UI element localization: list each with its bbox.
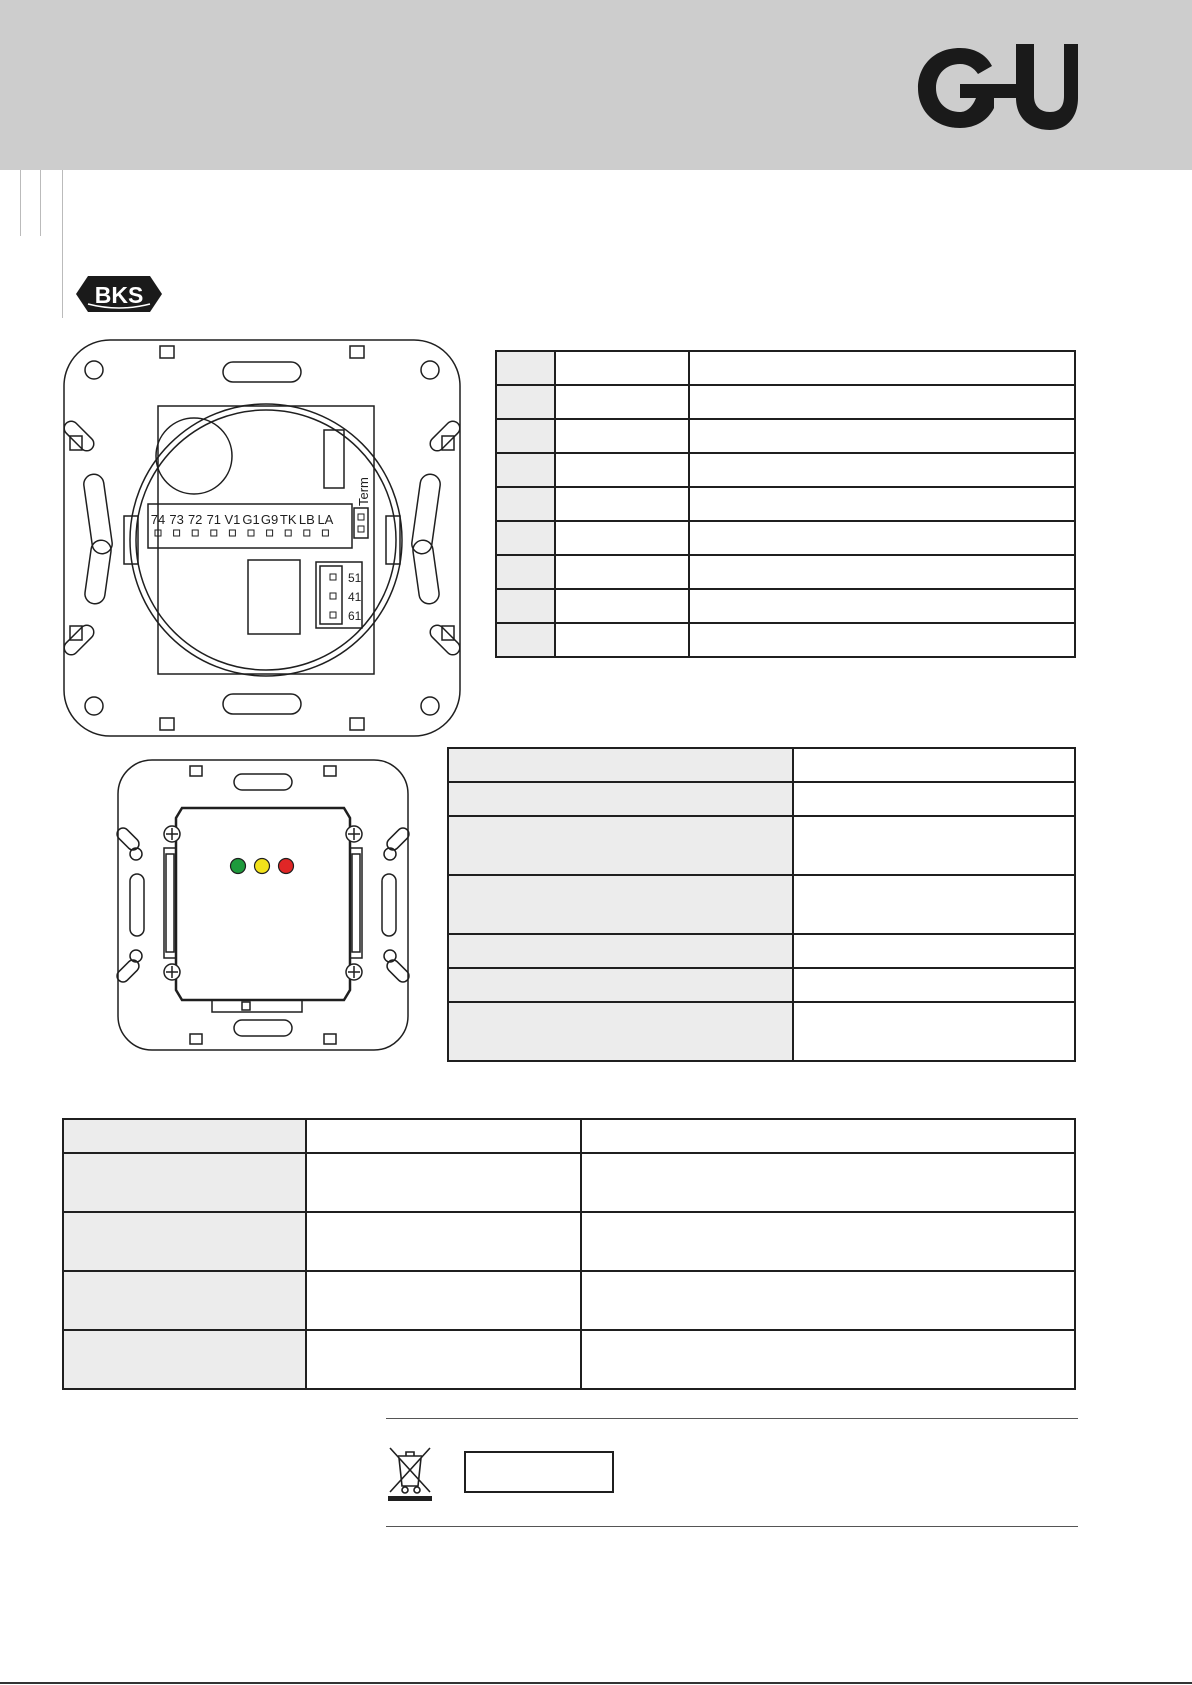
- table-cell: [689, 589, 1075, 623]
- table-row: [496, 487, 1075, 521]
- table-cell: [793, 968, 1075, 1002]
- table-row: [448, 748, 1075, 782]
- table-row: [448, 782, 1075, 816]
- table-cell: [306, 1153, 581, 1212]
- front-diagram: [116, 758, 410, 1052]
- table-cell: [555, 521, 689, 555]
- technical-data-table: [447, 747, 1076, 1062]
- table-cell: [689, 351, 1075, 385]
- table-cell: [555, 453, 689, 487]
- table-cell: [448, 1002, 793, 1061]
- table-cell: [63, 1119, 306, 1153]
- table-row: [63, 1271, 1075, 1330]
- table-cell: [306, 1212, 581, 1271]
- table-cell: [448, 782, 793, 816]
- table-cell: [581, 1212, 1075, 1271]
- terminal-screw: [174, 530, 180, 536]
- table-cell: [581, 1271, 1075, 1330]
- table-row: [496, 351, 1075, 385]
- table-cell: [555, 351, 689, 385]
- table-cell: [496, 623, 555, 657]
- table-row: [63, 1212, 1075, 1271]
- side-terminal-label: 61: [348, 609, 362, 623]
- table-cell: [496, 419, 555, 453]
- terminal-label: 73: [169, 512, 184, 527]
- table-cell: [496, 589, 555, 623]
- terminal-screw: [229, 530, 235, 536]
- table-row: [448, 1002, 1075, 1061]
- side-terminal-screw: [330, 574, 336, 580]
- marking-box: [464, 1451, 614, 1493]
- led-status-table: [62, 1118, 1076, 1390]
- table-cell: [306, 1271, 581, 1330]
- margin-marks: [20, 170, 64, 318]
- table-cell: [496, 351, 555, 385]
- terminal-label: 71: [206, 512, 222, 527]
- table-row: [63, 1330, 1075, 1389]
- table-cell: [63, 1153, 306, 1212]
- terminal-label: V1: [224, 512, 241, 527]
- table-cell: [689, 453, 1075, 487]
- jumper-pin: [358, 526, 364, 532]
- table-cell: [63, 1330, 306, 1389]
- terminal-label: 74: [150, 512, 166, 527]
- table-cell: [555, 487, 689, 521]
- table-row: [63, 1153, 1075, 1212]
- led-red-icon: [279, 859, 294, 874]
- table-cell: [555, 589, 689, 623]
- terminal-label: LB: [298, 512, 315, 527]
- table-cell: [555, 419, 689, 453]
- terminal-label: G1: [242, 512, 260, 527]
- svg-text:BKS: BKS: [94, 282, 144, 308]
- table-row: [448, 934, 1075, 968]
- table-cell: [496, 521, 555, 555]
- side-terminal-screw: [330, 593, 336, 599]
- gu-logo: [914, 40, 1078, 136]
- led-green-icon: [231, 859, 246, 874]
- table-cell: [793, 748, 1075, 782]
- table-cell: [555, 555, 689, 589]
- terminal-screw: [285, 530, 291, 536]
- table-cell: [448, 816, 793, 875]
- table-cell: [793, 934, 1075, 968]
- table-cell: [496, 487, 555, 521]
- table-row: [496, 623, 1075, 657]
- table-cell: [581, 1153, 1075, 1212]
- page-bottom-rule: [0, 1682, 1192, 1684]
- table-cell: [581, 1119, 1075, 1153]
- table-cell: [555, 385, 689, 419]
- table-cell: [689, 555, 1075, 589]
- divider-top: [386, 1418, 1078, 1419]
- terminal-assignment-table: [495, 350, 1076, 658]
- terminal-screw: [211, 530, 217, 536]
- table-cell: [63, 1212, 306, 1271]
- terminal-screw: [192, 530, 198, 536]
- side-terminal-screw: [330, 612, 336, 618]
- table-cell: [689, 487, 1075, 521]
- table-cell: [448, 748, 793, 782]
- led-yellow-icon: [255, 859, 270, 874]
- table-row: [496, 521, 1075, 555]
- table-cell: [793, 816, 1075, 875]
- terminal-screw: [322, 530, 328, 536]
- table-row: [448, 968, 1075, 1002]
- divider-bottom: [386, 1526, 1078, 1527]
- bks-logo: [74, 274, 164, 314]
- table-row: [496, 589, 1075, 623]
- table-cell: [555, 623, 689, 657]
- table-cell: [306, 1119, 581, 1153]
- table-row: [448, 875, 1075, 934]
- weee-crossed-bin-icon: [386, 1444, 434, 1502]
- table-cell: [793, 782, 1075, 816]
- table-row: [496, 385, 1075, 419]
- terminal-label: LA: [317, 512, 334, 527]
- table-cell: [689, 419, 1075, 453]
- terminal-screw: [248, 530, 254, 536]
- table-row: [496, 453, 1075, 487]
- table-cell: [793, 1002, 1075, 1061]
- term-jumper-label: Term: [356, 477, 371, 506]
- table-cell: [306, 1330, 581, 1389]
- table-cell: [496, 385, 555, 419]
- table-cell: [448, 934, 793, 968]
- table-cell: [496, 555, 555, 589]
- table-row: [448, 816, 1075, 875]
- table-row: [496, 419, 1075, 453]
- table-row: [63, 1119, 1075, 1153]
- table-cell: [793, 875, 1075, 934]
- table-cell: [689, 521, 1075, 555]
- terminal-label: 72: [187, 512, 203, 527]
- page-header: [0, 0, 1192, 170]
- terminal-label: G9: [260, 512, 279, 527]
- side-terminal-label: 41: [348, 590, 362, 604]
- terminal-screw: [304, 530, 310, 536]
- terminal-screw: [267, 530, 273, 536]
- terminal-label: TK: [279, 512, 297, 527]
- table-cell: [448, 875, 793, 934]
- table-cell: [448, 968, 793, 1002]
- jumper-pin: [358, 514, 364, 520]
- table-cell: [581, 1330, 1075, 1389]
- side-terminal-label: 51: [348, 571, 362, 585]
- table-cell: [496, 453, 555, 487]
- table-cell: [689, 623, 1075, 657]
- table-row: [496, 555, 1075, 589]
- table-cell: [63, 1271, 306, 1330]
- terminal-diagram: [62, 338, 462, 738]
- table-cell: [689, 385, 1075, 419]
